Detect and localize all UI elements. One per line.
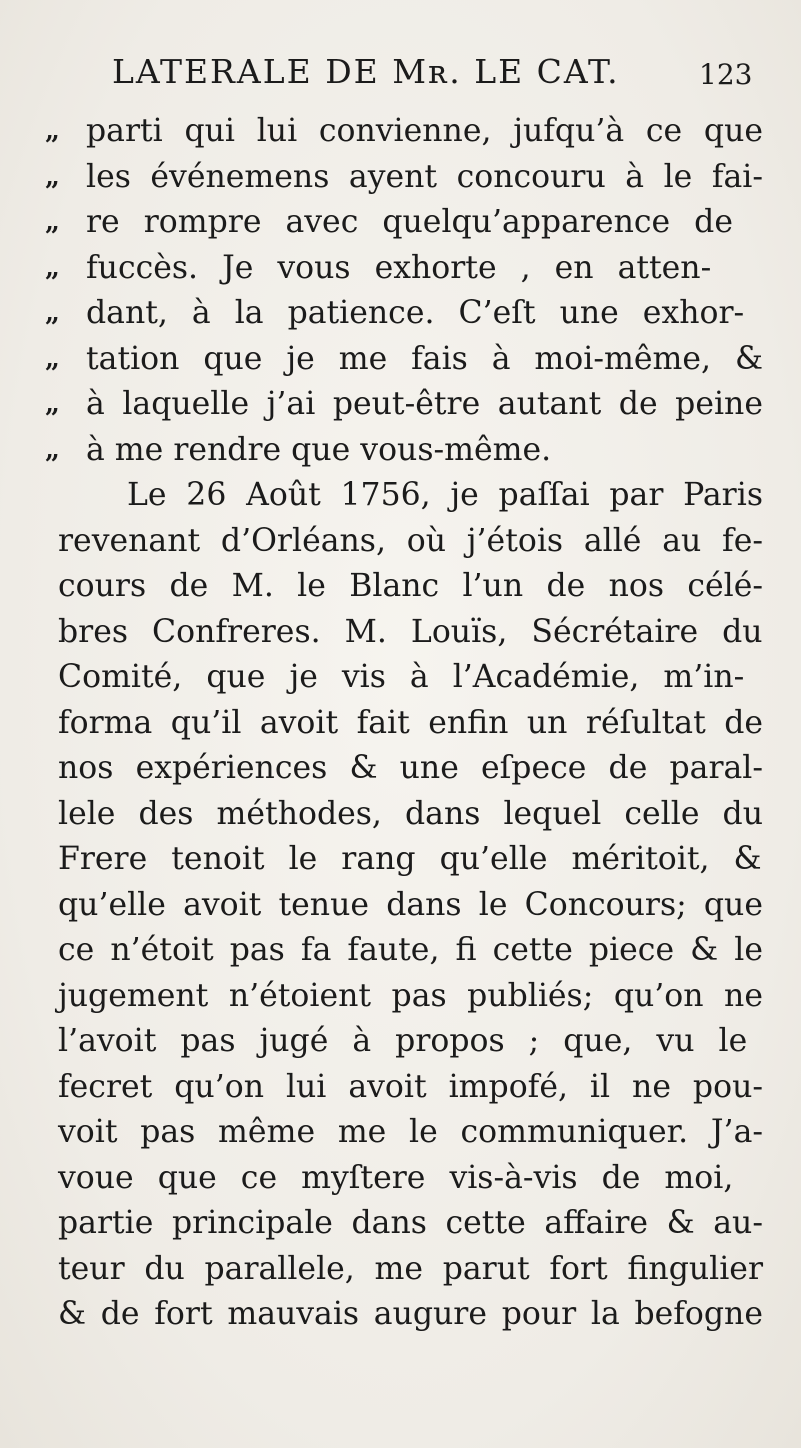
line-text: forma qu’il avoit fait enfin un réſultat de <box>58 704 763 741</box>
text-line <box>45 655 765 701</box>
text-line <box>45 428 765 474</box>
line-text: partie principale dans cette affaire & au- <box>58 1205 763 1241</box>
running-head <box>0 52 801 96</box>
page-number: 123 <box>699 58 753 91</box>
body-text <box>45 109 765 1338</box>
text-line <box>45 610 765 656</box>
line-text: à laquelle j’ai peut-être autant de peine <box>86 386 763 422</box>
quotation-mark: „ <box>45 252 60 283</box>
line-text: parti qui lui convienne, jufqu’à ce que <box>86 113 763 149</box>
text-line <box>45 155 765 201</box>
text-line <box>45 792 765 838</box>
line-text: lele des méthodes, dans lequel celle du <box>58 795 763 832</box>
line-text: voue que ce myſtere vis-à-vis de moi, <box>58 1159 734 1196</box>
text-line <box>45 337 765 383</box>
text-line <box>45 1156 765 1202</box>
line-text: les événemens ayent concouru à le fai- <box>86 158 763 195</box>
line-text: bres Confreres. M. Louïs, Sécrétaire du <box>58 613 763 650</box>
line-text: Comité, que je vis à l’Académie, m’in- <box>58 659 745 695</box>
line-text: tation que je me fais à moi-même, & <box>86 340 763 377</box>
line-text: ce n’étoit pas fa faute, fi cette piece & le <box>58 932 763 968</box>
text-line <box>45 109 765 155</box>
quotation-mark: „ <box>45 434 60 465</box>
quotation-mark: „ <box>45 389 60 419</box>
line-text: jugement n’étoient pas publiés; qu’on ne <box>58 977 763 1014</box>
line-text: à me rendre que vous-même. <box>86 431 552 468</box>
line-text: Le 26 Août 1756, je paſſai par Paris <box>127 477 763 513</box>
text-line <box>45 291 765 337</box>
line-text: voit pas même me le communiquer. J’a- <box>58 1114 763 1150</box>
line-text: cours de M. le Blanc l’un de nos célé- <box>58 568 763 604</box>
text-line <box>45 837 765 883</box>
text-line <box>45 200 765 246</box>
line-text: dant, à la patience. C’eſt une exhor- <box>86 295 745 331</box>
text-line <box>45 1065 765 1111</box>
text-line <box>45 1019 765 1065</box>
text-line <box>45 246 765 292</box>
text-line <box>45 974 765 1020</box>
line-text: fecret qu’on lui avoit impofé, il ne pou- <box>58 1068 763 1105</box>
text-line <box>45 382 765 428</box>
quotation-mark: „ <box>45 343 60 374</box>
line-text: nos expériences & une eſpece de paral- <box>58 750 763 786</box>
text-line <box>45 701 765 747</box>
quotation-mark: „ <box>45 298 60 328</box>
line-text: re rompre avec quelqu’apparence de <box>86 204 733 240</box>
running-title: LATERALE DE Mʀ. LE CAT. <box>112 52 620 91</box>
text-line <box>45 928 765 974</box>
line-text: revenant d’Orléans, où j’étois allé au fe- <box>58 522 763 559</box>
text-line <box>45 1110 765 1156</box>
quotation-mark: „ <box>45 161 60 192</box>
quotation-mark: „ <box>45 116 60 146</box>
quotation-mark: „ <box>45 207 60 237</box>
text-line <box>45 1247 765 1293</box>
line-text: qu’elle avoit tenue dans le Concours; que <box>58 886 763 923</box>
line-text: Frere tenoit le rang qu’elle méritoit, & <box>58 841 762 877</box>
text-line <box>45 473 765 519</box>
text-line <box>45 564 765 610</box>
text-line <box>45 519 765 565</box>
footer-printing-marks <box>378 1328 438 1358</box>
line-text: & de fort mauvais augure pour la befogne <box>58 1296 763 1332</box>
line-text: teur du parallele, me parut fort fingulier <box>58 1250 763 1287</box>
text-line <box>45 746 765 792</box>
text-line <box>45 1201 765 1247</box>
text-line <box>45 883 765 929</box>
line-text: l’avoit pas jugé à propos ; que, vu le <box>58 1023 748 1059</box>
line-text: fuccès. Je vous exhorte , en atten- <box>86 249 712 286</box>
